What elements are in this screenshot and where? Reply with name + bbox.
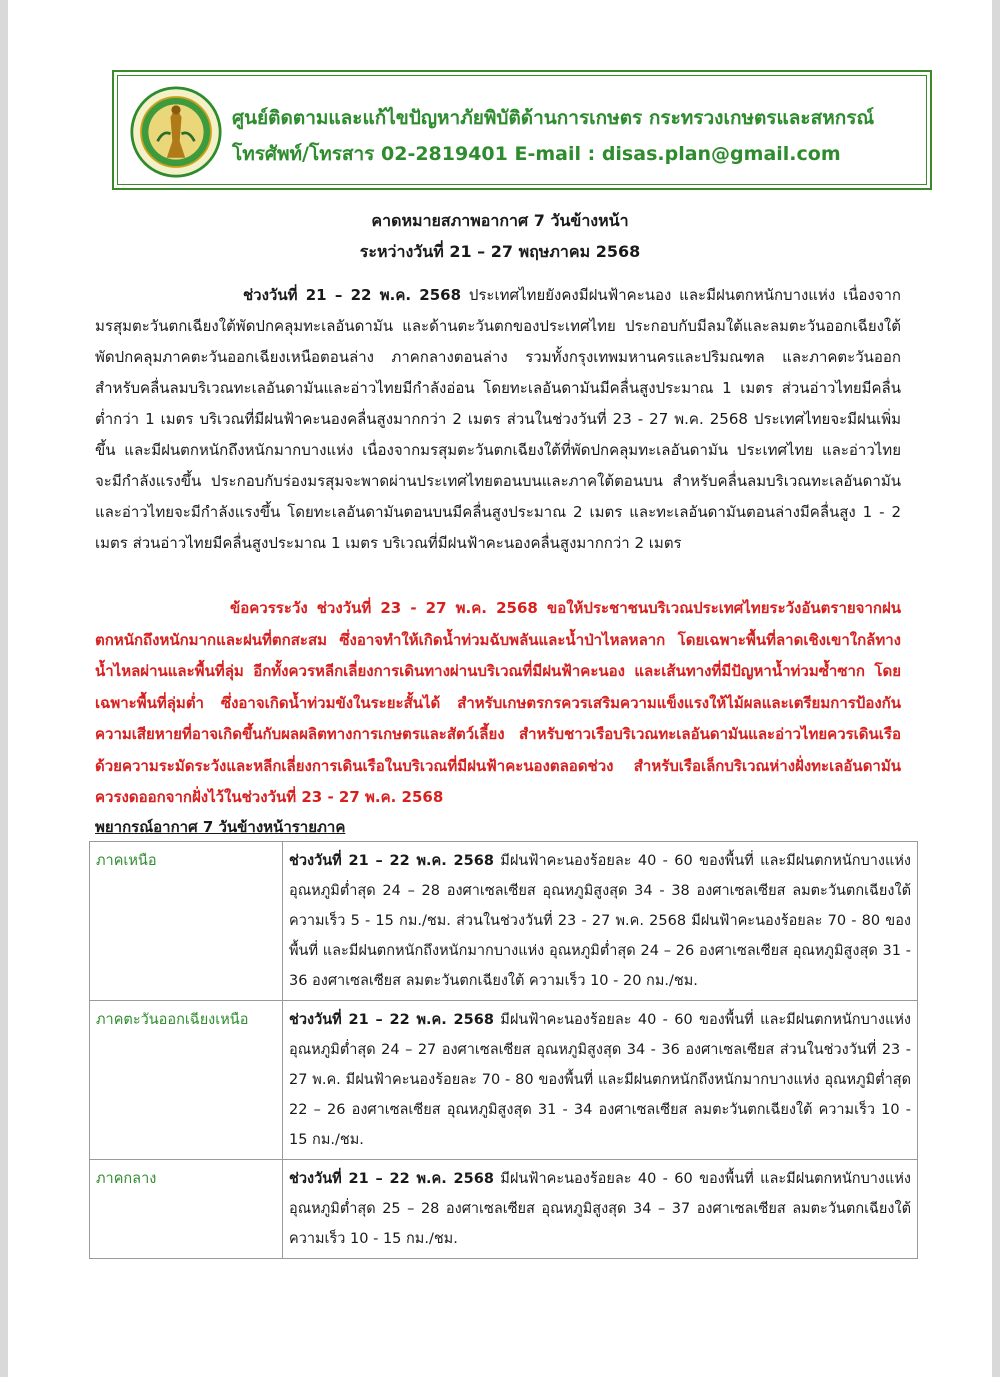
regional-forecast-table: [89, 841, 918, 1259]
table-row: [90, 1001, 918, 1160]
forecast-summary: [95, 280, 901, 559]
region-period: ช่วงวันที่ 21 – 22 พ.ค. 2568: [289, 853, 494, 869]
region-name: ภาคกลาง: [90, 1160, 283, 1259]
region-name: ภาคตะวันออกเฉียงเหนือ: [90, 1001, 283, 1160]
region-name: ภาคเหนือ: [90, 842, 283, 1001]
ministry-seal-icon: [130, 86, 222, 178]
table-row: [90, 1160, 918, 1259]
summary-paragraph: [95, 280, 901, 559]
region-forecast-text: มีฝนฟ้าคะนองร้อยละ 40 - 60 ของพื้นที่ และมีฝนตกหนักบางแห่ง อุณหภูมิต่ำสุด 25 – 28 องศาเซลเซียส อุณหภูมิสูงสุด 34 – 37 องศาเซลเซียส ลมตะวันตกเฉียงใต้ ความเร็ว 10 - 15 กม./ชม.: [289, 1171, 911, 1247]
region-forecast: [283, 1160, 918, 1259]
summary-period: ช่วงวันที่ 21 – 22 พ.ค. 2568: [243, 286, 462, 304]
table-row: [90, 842, 918, 1001]
region-forecast: [283, 1001, 918, 1160]
regional-forecast-heading: พยากรณ์อากาศ 7 วันข้างหน้ารายภาค: [95, 818, 346, 836]
agency-contact: โทรศัพท์/โทรสาร 02-2819401 E-mail : disas.plan@gmail.com: [232, 143, 841, 165]
page-edge-left: [0, 0, 8, 1377]
agency-name: ศูนย์ติดตามและแก้ไขปัญหาภัยพิบัติด้านการเกษตร กระทรวงเกษตรและสหกรณ์: [232, 107, 875, 129]
summary-text: ประเทศไทยยังคงมีฝนฟ้าคะนอง และมีฝนตกหนักบางแห่ง เนื่องจากมรสุมตะวันตกเฉียงใต้พัดปกคลุมทะเลอันดามัน และด้านตะวันตกของประเทศไทย ประกอบกับมีลมใต้และลมตะวันออกเฉียงใต้พัดปกคลุมภาคตะวันออกเฉียงเหนือตอนล่าง ภาคกลางตอนล่าง รวมทั้งกรุงเทพมหานครและปริมณฑล และภาคตะวันออก สำหรับคลื่นลมบริเวณทะเลอันดามันและอ่าวไทยมีกำลังอ่อน โดยทะเลอันดามันมีคลื่นสูงประมาณ 1 เมตร ส่วนอ่าวไทยมีคลื่นต่ำกว่า 1 เมตร บริเวณที่มีฝนฟ้าคะนองคลื่นสูงมากกว่า 2 เมตร ส่วนในช่วงวันที่ 23 - 27 พ.ค. 2568 ประเทศไทยจะมีฝนเพิ่มขึ้น และมีฝนตกหนักถึงหนักมากบางแห่ง เนื่องจากมรสุมตะวันตกเฉียงใต้ที่พัดปกคลุมทะเลอันดามัน ประเทศไทย และอ่าวไทยจะมีกำลังแรงขึ้น ประกอบกับร่องมรสุมจะพาดผ่านประเทศไทยตอนบนและภาคใต้ตอนบน สำหรับคลื่นลมบริเวณทะเลอันดามันและอ่าวไทยจะมีกำลังแรงขึ้น โดยทะเลอันดามันตอนบนมีคลื่นสูงประมาณ 2 เมตร และทะเลอันดามันตอนล่างมีคลื่นสูง 1 - 2 เมตร ส่วนอ่าวไทยมีคลื่นสูงประมาณ 1 เมตร บริเวณที่มีฝนฟ้าคะนองคลื่นสูงมากกว่า 2 เมตร: [95, 286, 901, 552]
page-edge-right: [992, 0, 1000, 1377]
warning-paragraph: ข้อควรระวัง ช่วงวันที่ 23 - 27 พ.ค. 2568 ขอให้ประชาชนบริเวณประเทศไทยระวังอันตรายจากฝนตกหนักถึงหนักมากและฝนที่ตกสะสม ซึ่งอาจทำให้เกิดน้ำท่วมฉับพลันและน้ำป่าไหลหลาก โดยเฉพาะพื้นที่ลาดเชิงเขาใกล้ทางน้ำไหลผ่านและพื้นที่ลุ่ม อีกทั้งควรหลีกเลี่ยงการเดินทางผ่านบริเวณที่มีฝนฟ้าคะนอง และเส้นทางที่มีปัญหาน้ำท่วมซ้ำซาก โดยเฉพาะพื้นที่ลุ่มต่ำ ซึ่งอาจเกิดน้ำท่วมขังในระยะสั้นได้ สำหรับเกษตรกรควรเสริมความแข็งแรงให้ไม้ผลและเตรียมการป้องกันความเสียหายที่อาจเกิดขึ้นกับผลผลิตทางการเกษตรและสัตว์เลี้ยง สำหรับชาวเรือบริเวณทะเลอันดามันและอ่าวไทยควรเดินเรือด้วยความระมัดระวังและหลีกเลี่ยงการเดินเรือในบริเวณที่มีฝนฟ้าคะนองตลอดช่วง สำหรับเรือเล็กบริเวณห่างฝั่งทะเลอันดามันควรงดออกจากฝั่งไว้ในช่วงวันที่ 23 - 27 พ.ค. 2568: [95, 599, 901, 806]
region-period: ช่วงวันที่ 21 – 22 พ.ค. 2568: [289, 1171, 494, 1187]
document-date-range: ระหว่างวันที่ 21 – 27 พฤษภาคม 2568: [359, 242, 641, 261]
region-period: ช่วงวันที่ 21 – 22 พ.ค. 2568: [289, 1012, 494, 1028]
region-forecast-text: มีฝนฟ้าคะนองร้อยละ 40 - 60 ของพื้นที่ และมีฝนตกหนักบางแห่ง อุณหภูมิต่ำสุด 24 – 28 องศาเซลเซียส อุณหภูมิสูงสุด 34 - 38 องศาเซลเซียส ลมตะวันตกเฉียงใต้ ความเร็ว 5 - 15 กม./ชม. ส่วนในช่วงวันที่ 23 - 27 พ.ค. 2568 มีฝนฟ้าคะนองร้อยละ 70 - 80 ของพื้นที่ และมีฝนตกหนักถึงหนักมากบางแห่ง อุณหภูมิต่ำสุด 24 – 26 องศาเซลเซียส อุณหภูมิสูงสุด 31 - 36 องศาเซลเซียส ลมตะวันตกเฉียงใต้ ความเร็ว 10 - 20 กม./ชม.: [289, 853, 911, 989]
region-forecast-text: มีฝนฟ้าคะนองร้อยละ 40 - 60 ของพื้นที่ และมีฝนตกหนักบางแห่ง อุณหภูมิต่ำสุด 24 – 27 องศาเซลเซียส อุณหภูมิสูงสุด 34 - 36 องศาเซลเซียส ส่วนในช่วงวันที่ 23 - 27 พ.ค. มีฝนฟ้าคะนองร้อยละ 70 - 80 ของพื้นที่ และมีฝนตกหนักถึงหนักมากบางแห่ง อุณหภูมิต่ำสุด 22 – 26 องศาเซลเซียส อุณหภูมิสูงสุด 31 - 34 องศาเซลเซียส ลมตะวันตกเฉียงใต้ ความเร็ว 10 - 15 กม./ชม.: [289, 1012, 911, 1148]
document-title: คาดหมายสภาพอากาศ 7 วันข้างหน้า: [371, 211, 629, 230]
region-forecast: [283, 842, 918, 1001]
